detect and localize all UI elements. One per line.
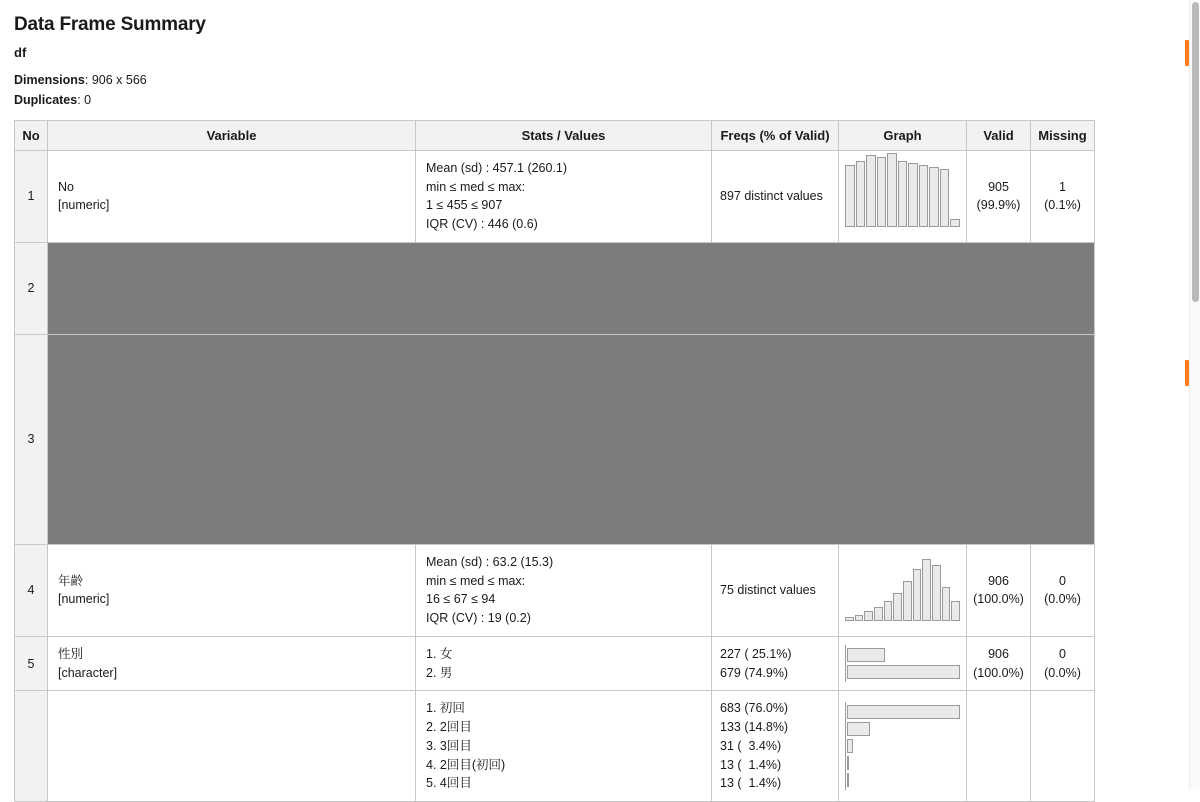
graph-cell <box>839 544 967 636</box>
duplicates-value: 0 <box>84 92 92 107</box>
table-header-row <box>15 120 1095 150</box>
vertical-scrollbar[interactable] <box>1189 0 1200 789</box>
missing-cell <box>1031 691 1095 802</box>
table-row[interactable] <box>15 636 1095 691</box>
graph-cell <box>839 691 967 802</box>
column-header-stats: Stats / Values <box>416 120 712 150</box>
freqs-cell: 75 distinct values <box>712 544 839 636</box>
selected-row-region[interactable] <box>48 242 1095 334</box>
page-title: Data Frame Summary <box>14 14 206 35</box>
valid-cell: 906 (100.0%) <box>967 636 1031 691</box>
duplicates-line: Duplicates: 0 <box>14 92 92 107</box>
stats-cell: Mean (sd) : 457.1 (260.1) min ≤ med ≤ max: 1 ≤ 455 ≤ 907 IQR (CV) : 446 (0.6) <box>416 150 712 242</box>
table-row[interactable] <box>15 242 1095 334</box>
freqs-cell: 683 (76.0%) 133 (14.8%) 31 ( 3.4%) 13 ( 1.4%) 13 ( 1.4%) <box>712 691 839 802</box>
column-header-no: No <box>15 120 48 150</box>
variable-cell: 年齢 [numeric] <box>48 544 416 636</box>
table-row[interactable] <box>15 150 1095 242</box>
selected-row-region[interactable] <box>48 334 1095 544</box>
table-row[interactable] <box>15 691 1095 802</box>
dimensions-line: Dimensions: 906 x 566 <box>14 73 147 87</box>
variable-cell <box>48 691 416 802</box>
scrollbar-thumb[interactable] <box>1192 2 1199 302</box>
table-row[interactable] <box>15 334 1095 544</box>
scrollbar-mark <box>1185 40 1189 66</box>
graph-cell <box>839 636 967 691</box>
graph-cell <box>839 150 967 242</box>
row-number: 3 <box>15 334 48 544</box>
variable-cell: No [numeric] <box>48 150 416 242</box>
valid-cell: 906 (100.0%) <box>967 544 1031 636</box>
row-number: 1 <box>15 150 48 242</box>
variable-cell: 性別 [character] <box>48 636 416 691</box>
column-header-valid: Valid <box>967 120 1031 150</box>
row-number: 4 <box>15 544 48 636</box>
row-number <box>15 691 48 802</box>
scrollbar-mark <box>1185 360 1189 386</box>
missing-cell: 0 (0.0%) <box>1031 544 1095 636</box>
valid-cell <box>967 691 1031 802</box>
valid-cell: 905 (99.9%) <box>967 150 1031 242</box>
data-frame-summary-table <box>14 120 1095 802</box>
stats-cell: 1. 初回 2. 2回目 3. 3回目 4. 2回目(初回) 5. 4回目 <box>416 691 712 802</box>
column-header-missing: Missing <box>1031 120 1095 150</box>
dimensions-label: Dimensions <box>14 73 85 87</box>
data-frame-name: df <box>14 45 27 60</box>
column-header-graph: Graph <box>839 120 967 150</box>
stats-cell: Mean (sd) : 63.2 (15.3) min ≤ med ≤ max: 16 ≤ 67 ≤ 94 IQR (CV) : 19 (0.2) <box>416 544 712 636</box>
freqs-cell: 897 distinct values <box>712 150 839 242</box>
dimensions-value: 906 x 566 <box>91 73 147 87</box>
stats-cell: 1. 女 2. 男 <box>416 636 712 691</box>
table-row[interactable] <box>15 544 1095 636</box>
missing-cell: 0 (0.0%) <box>1031 636 1095 691</box>
missing-cell: 1 (0.1%) <box>1031 150 1095 242</box>
duplicates-label: Duplicates <box>14 92 78 107</box>
column-header-variable: Variable <box>48 120 416 150</box>
row-number: 5 <box>15 636 48 691</box>
histogram-icon <box>845 559 960 621</box>
row-number: 2 <box>15 242 48 334</box>
freqs-cell: 227 ( 25.1%) 679 (74.9%) <box>712 636 839 691</box>
bar-chart-icon <box>845 702 960 790</box>
table-body <box>15 150 1095 801</box>
histogram-icon <box>845 165 960 227</box>
bar-chart-icon <box>845 645 960 682</box>
column-header-freqs: Freqs (% of Valid) <box>712 120 839 150</box>
